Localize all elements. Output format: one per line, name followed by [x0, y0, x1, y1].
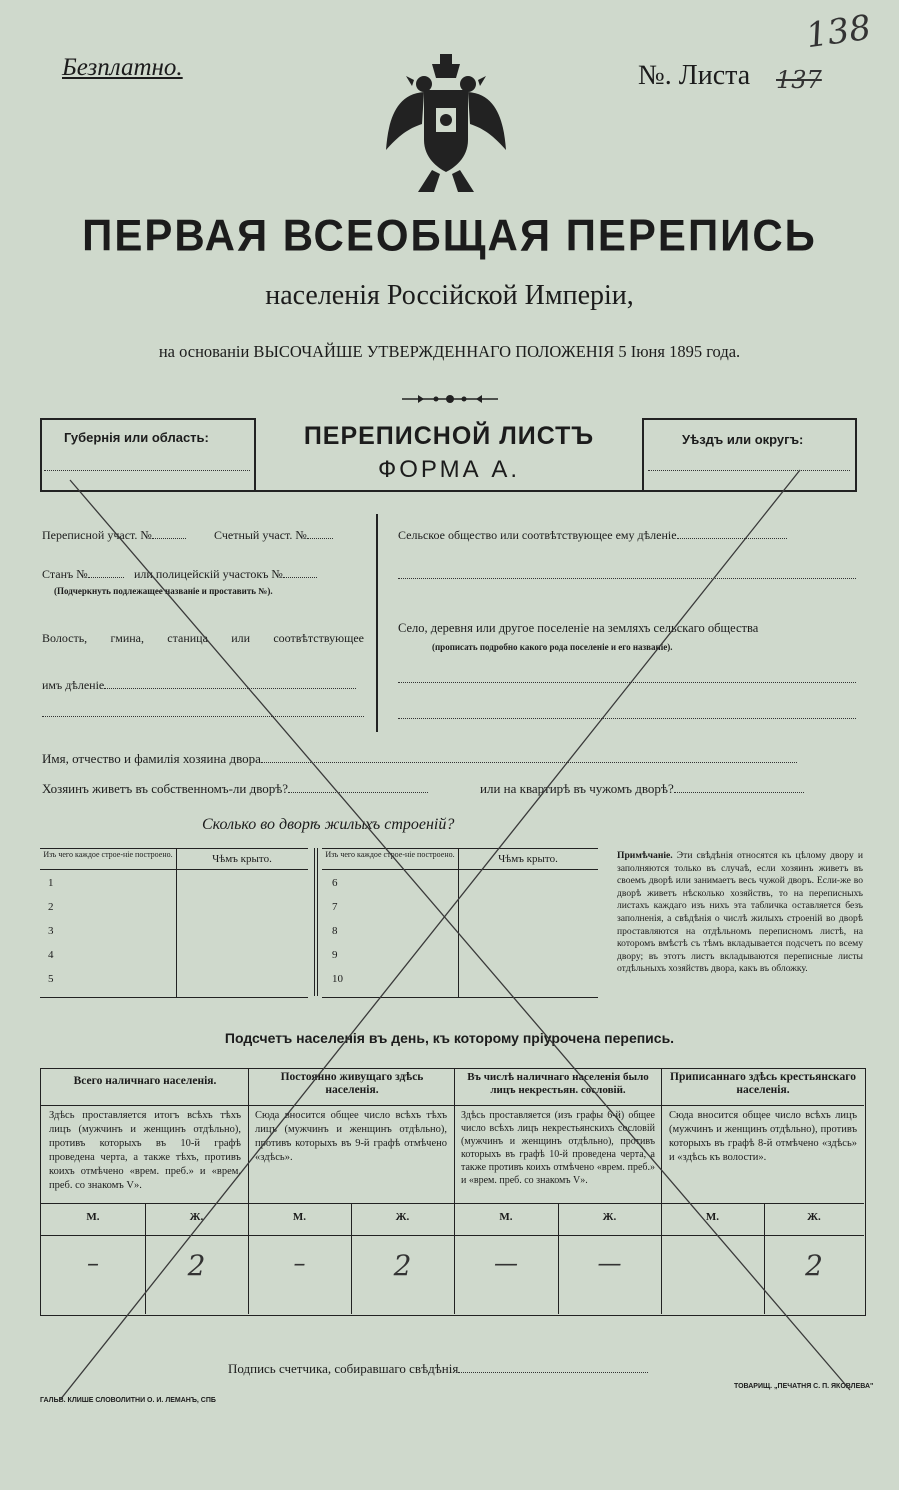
note-title: Примѣчаніе.	[617, 850, 673, 861]
sheet-number-handwritten: 138	[803, 7, 874, 57]
count-district-field: Счетный участ. №	[214, 526, 333, 543]
district-label: Уѣздъ или округъ:	[682, 432, 804, 447]
building-row-6: 6	[332, 877, 338, 889]
village-note: (прописать подробно какого рода поселеніе и его названіе).	[432, 642, 673, 652]
count-col1-f-value: 2	[187, 1249, 206, 1282]
building-row-1: 1	[48, 877, 54, 889]
free-label: Безплатно.	[62, 54, 183, 81]
stan-note: (Подчеркнуть подлежащее названіе и проставить №).	[54, 586, 273, 596]
roof-header-right: Чѣмъ крыто.	[498, 853, 558, 865]
building-row-2: 2	[48, 901, 54, 913]
building-row-10: 10	[332, 973, 343, 985]
stan-field: Станъ №	[42, 565, 124, 582]
legal-basis: на основаніи ВЫСОЧАЙШЕ УТВЕРЖДЕННАГО ПОЛОЖЕНІЯ 5 Іюня 1895 года.	[158, 342, 741, 361]
sheet-number-struck: 137	[776, 66, 822, 94]
material-header: Изъ чего каждое строе-ніе построено.	[43, 850, 173, 859]
count-col3-f-label: Ж.	[602, 1211, 617, 1223]
count-col3-m-value: —	[494, 1249, 518, 1277]
note-text: Эти свѣдѣнія относятся къ цѣлому двору и заполняются только въ случаѣ, если хозяинъ живетъ въ своемъ дворѣ или занимаетъ весь чужой дворъ. Если-же во дворѣ живетъ нѣсколько хозяйствъ, то на переписныхъ листахъ каждаго изъ нихъ эта табличка оставляется безъ заполненія, а свѣдѣнія о числѣ жилыхъ строеній во дворѣ проставляются на отдѣльномъ переписномъ листѣ, на которомъ вмѣстѣ съ тѣмъ вкладывается подсчетъ по всему двору; въ этотъ листъ вкладываются переписные листы отдѣльныхъ хозяйствъ двора, какъ въ обложку.	[617, 850, 864, 975]
count-title: Подсчетъ населенія въ день, къ которому пріурочена перепись.	[224, 1030, 675, 1046]
building-row-9: 9	[332, 949, 338, 961]
count-col2-text: Сюда вносится общее число всѣхъ тѣхъ лицъ (мужчинъ и женщинъ отдѣльно), противъ которыхъ въ 9-й графѣ отмѣчено «здѣсь».	[255, 1110, 447, 1163]
village-line-1	[398, 682, 856, 683]
count-col4-m-label: М.	[705, 1211, 720, 1223]
volost-field-label: Волость, гмина, станица или соотвѣтствующее	[42, 631, 364, 645]
printer-credit-right: ТОВАРИЩ. „ПЕЧАТНЯ С. П. ЯКОВЛЕВА"	[734, 1383, 874, 1390]
enumerator-signature-field: Подпись счетчика, собиравшаго свѣдѣнія	[228, 1360, 648, 1377]
census-district-field: Переписной участ. №	[42, 526, 186, 543]
rural-society-field: Сельское общество или соотвѣтствующее ему дѣленіе	[398, 526, 787, 543]
count-col3-f-value: —	[597, 1249, 622, 1277]
province-label: Губернія или область:	[64, 430, 209, 445]
buildings-table-right	[322, 848, 598, 998]
material-header-right: Изъ чего каждое строе-ніе построено.	[325, 850, 455, 859]
sheet-type-title: ПЕРЕПИСНОЙ ЛИСТЪ	[303, 422, 595, 450]
rented-field: или на квартирѣ въ чужомъ дворѣ?	[480, 780, 804, 797]
count-col4-head: Приписаннаго здѣсь крестьянскаго населенія.	[670, 1071, 856, 1096]
subtitle: населенія Россійской Имперіи,	[265, 280, 634, 311]
roof-header: Чѣмъ крыто.	[212, 853, 272, 865]
building-row-3: 3	[48, 925, 54, 937]
count-col4-f-label: Ж.	[807, 1211, 821, 1223]
village-field-label: Село, деревня или другое поселеніе на земляхъ сельскаго общества	[398, 621, 759, 635]
count-col2-f-label: Ж.	[395, 1211, 410, 1223]
village-line-2	[398, 718, 856, 719]
building-row-5: 5	[48, 973, 54, 985]
count-col3-text: Здѣсь проставляется (изъ графы 6-й) общее число всѣхъ лицъ некрестьянскихъ сословій (мужчинъ и женщинъ отдѣльно), противъ которыхъ въ графѣ 10-й проведена черта, а также противъ коихъ отмѣчено «врем. преб.» и «врем. преб. со знакомъ V».	[461, 1110, 655, 1186]
buildings-table-left	[40, 848, 308, 998]
police-district-field: или полицейскій участокъ №	[134, 565, 317, 582]
main-title: ПЕРВАЯ ВСЕОБЩАЯ ПЕРЕПИСЬ	[82, 210, 817, 261]
band-right-underline	[648, 470, 850, 471]
divider-ornament-icon	[400, 392, 500, 406]
count-col1-m-value: –	[87, 1249, 99, 1277]
sheet-number-label: №. Листа	[638, 60, 751, 91]
volost-field: имъ дѣленіе	[42, 676, 356, 693]
rural-society-line	[398, 578, 856, 579]
band-left-underline	[44, 470, 250, 471]
count-col1-f-label: Ж.	[189, 1211, 204, 1223]
count-col1-text: Здѣсь проставляется итогъ всѣхъ тѣхъ лицъ (мужчинъ и женщинъ отдѣльно), противъ которыхъ въ 10-й графѣ проведена черта, а также тѣхъ, противъ коихъ отмѣчено «врем. преб.» и «врем. преб. со знакомъ V».	[49, 1110, 241, 1191]
count-col2-m-value: –	[293, 1249, 306, 1277]
count-col3-head: Въ числѣ наличнаго населенія было лицъ некрестьян. сословій.	[467, 1071, 649, 1096]
printer-credit-left: ГАЛЬВ. КЛИШЕ СЛОВОЛИТНИ О. И. ЛЕМАНЪ, СПБ	[40, 1397, 216, 1404]
buildings-note	[617, 850, 863, 976]
form-label: ФОРМА А.	[378, 456, 520, 483]
count-col2-f-value: 2	[393, 1249, 412, 1282]
owner-lives-field: Хозяинъ живетъ въ собственномъ-ли дворѣ?	[42, 780, 428, 797]
building-row-8: 8	[332, 925, 338, 937]
building-row-7: 7	[332, 901, 338, 913]
double-headed-eagle-icon	[384, 54, 508, 194]
count-col2-m-label: М.	[292, 1211, 307, 1223]
owner-name-field: Имя, отчество и фамилія хозяина двора	[42, 750, 797, 767]
building-row-4: 4	[48, 949, 54, 961]
volost-extra-line	[42, 716, 364, 717]
count-col3-m-label: М.	[499, 1211, 513, 1223]
buildings-question: Сколько во дворѣ жилыхъ строеній?	[202, 816, 455, 833]
count-col1-head: Всего наличнаго населенія.	[73, 1075, 217, 1087]
count-col4-f-value: 2	[805, 1249, 823, 1282]
count-col1-m-label: М.	[86, 1211, 100, 1223]
count-col2-head: Постоянно живущаго здѣсь населенія.	[280, 1071, 424, 1096]
count-table	[40, 1068, 866, 1316]
count-col4-text: Сюда вносится общее число всѣхъ лицъ (мужчинъ и женщинъ отдѣльно), противъ которыхъ въ графѣ 8-й отмѣчено «здѣсь» и «здѣсь къ волости».	[669, 1110, 857, 1163]
